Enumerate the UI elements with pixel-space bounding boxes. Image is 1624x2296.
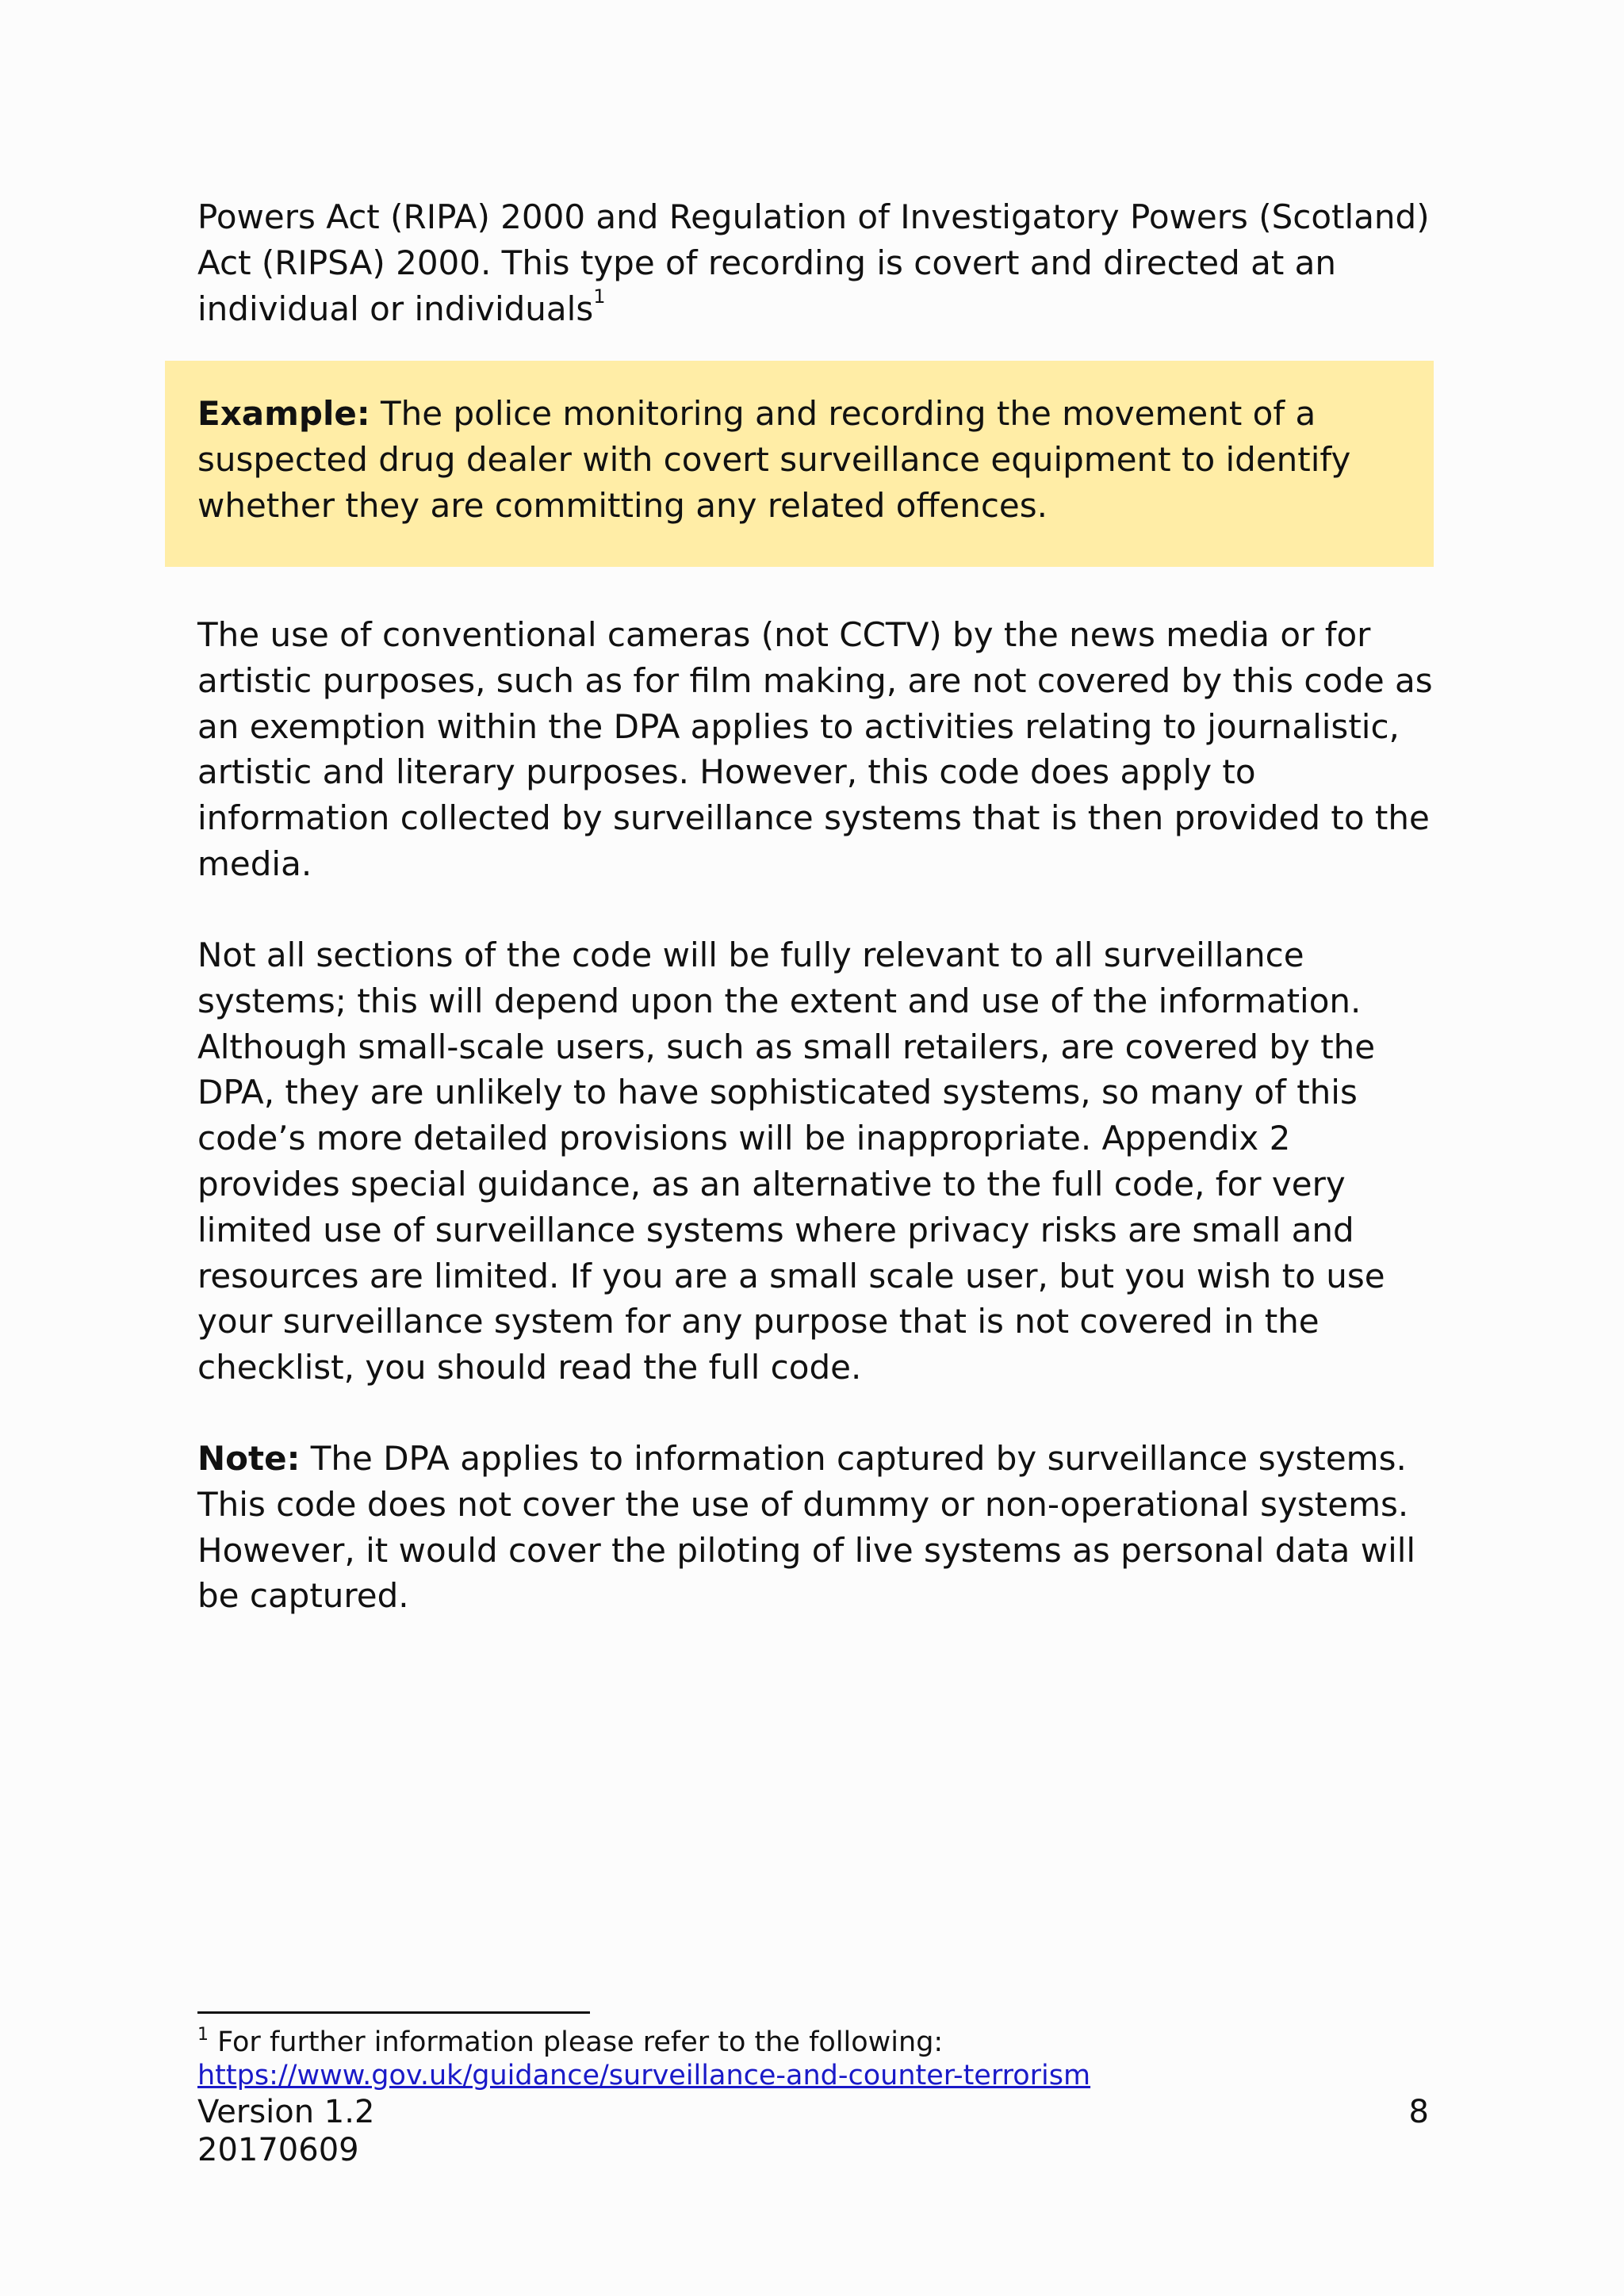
footnote-reference[interactable]: 1: [593, 285, 606, 308]
note-paragraph: [197, 1436, 1434, 1619]
page-number: 8: [1408, 2094, 1429, 2130]
version-label: Version 1.2: [197, 2094, 375, 2130]
footnote-link[interactable]: https://www.gov.uk/guidance/surveillance-and-counter-terrorism: [197, 2060, 1091, 2091]
footnote: [197, 2026, 1387, 2092]
footnote-divider: [197, 2011, 590, 2014]
note-text: The DPA applies to information captured by surveillance systems. This code does not cover the use of dummy or non-operational systems. However, it would cover the piloting of live systems as personal data will be captured.: [197, 1439, 1416, 1616]
example-callout: [165, 361, 1434, 567]
media-paragraph: The use of conventional cameras (not CCTV) by the news media or for artistic purposes, such as for film making, are not covered by this code as an exemption within the DPA applies to activities relating to journalistic, artistic and literary purposes. However, this code does apply to information collected by surveillance systems that is then provided to the media.: [197, 615, 1433, 883]
sections-paragraph: Not all sections of the code will be fully relevant to all surveillance systems; this will depend upon the extent and use of the information. Although small-scale users, such as small retailers, are covered by the DPA, they are unlikely to have sophisticated systems, so many of this code’s more detailed provisions will be inappropriate. Appendix 2 provides special guidance, as an alternative to the full code, for very limited use of surveillance systems where privacy risks are small and resources are limited. If you are a small scale user, but you wish to use your surveillance system for any purpose that is not covered in the checklist, you should read the full code.: [197, 936, 1385, 1387]
note-label: Note:: [197, 1439, 301, 1478]
footnote-text: For further information please refer to the following:: [209, 2026, 944, 2058]
example-paragraph: [197, 391, 1419, 528]
footnote-line: [197, 2026, 1387, 2059]
intro-paragraph: [197, 194, 1434, 331]
example-text: The police monitoring and recording the movement of a suspected drug dealer with covert surveillance equipment to identify whether they are committing any related offences.: [197, 394, 1351, 525]
footnote-number: 1: [197, 2025, 209, 2045]
version-block: [197, 2093, 374, 2169]
example-label: Example:: [197, 394, 370, 433]
version-date: 20170609: [197, 2132, 359, 2168]
intro-text: Powers Act (RIPA) 2000 and Regulation of Investigatory Powers (Scotland) Act (RIPSA) 2000. This type of recording is covert and directed at an individual or individuals: [197, 197, 1430, 328]
